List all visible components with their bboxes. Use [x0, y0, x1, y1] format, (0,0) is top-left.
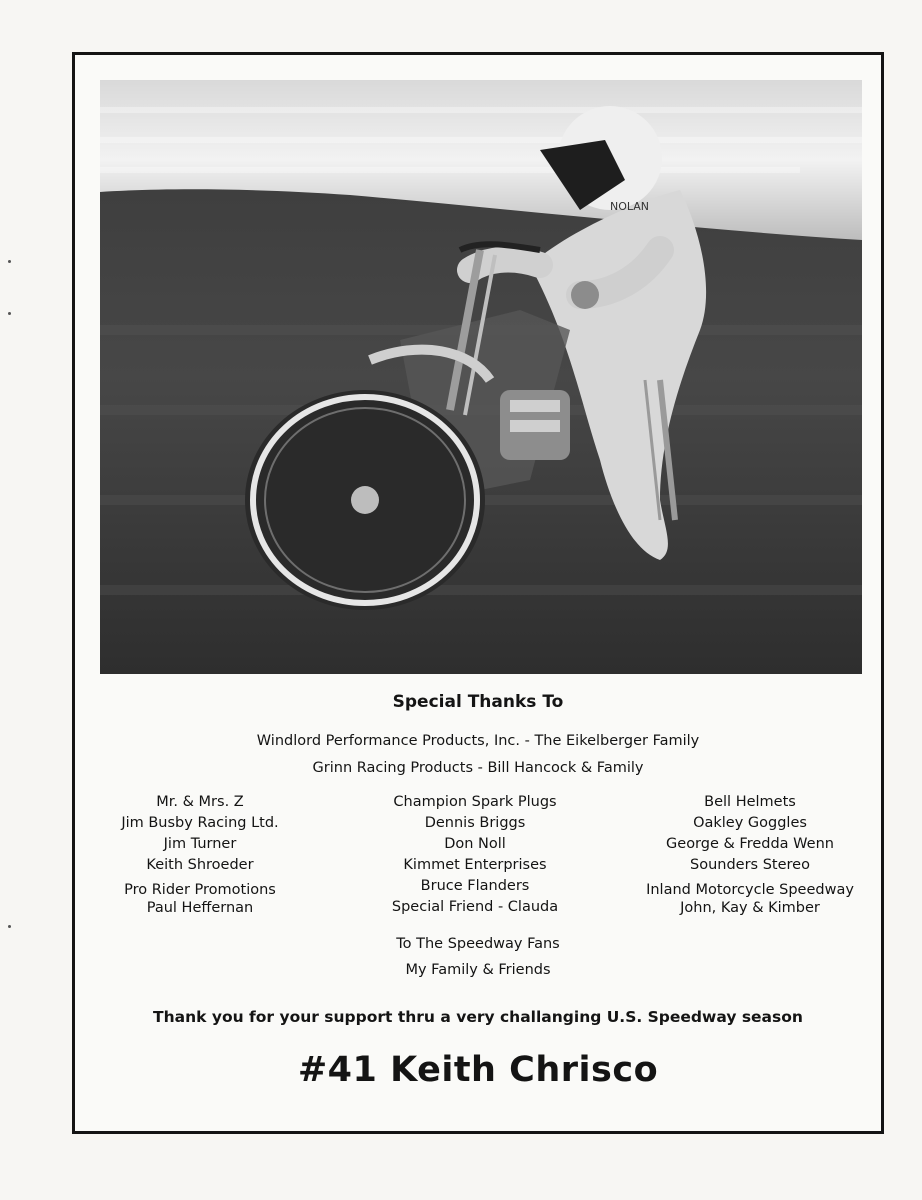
sponsor-name: Special Friend - Clauda: [391, 899, 559, 915]
helmet-brand-text: NOLAN: [610, 200, 650, 213]
featured-sponsor-line: Grinn Racing Products - Bill Hancock & Family: [312, 760, 644, 776]
sponsor-name: Pro Rider Promotions: [124, 882, 276, 898]
sponsor-name: Keith Shroeder: [146, 857, 254, 873]
sponsor-column-left: [70, 792, 330, 916]
sponsor-name: Kimmet Enterprises: [403, 857, 547, 873]
sponsor-name: Jim Turner: [163, 836, 237, 852]
sponsor-name: Don Noll: [444, 836, 506, 852]
sponsor-name: Bell Helmets: [704, 794, 796, 810]
rider-signature: #41 Keith Chrisco: [297, 1050, 659, 1090]
sponsor-name: John, Kay & Kimber: [680, 900, 820, 916]
featured-sponsor-line: Windlord Performance Products, Inc. - The Eikelberger Family: [256, 733, 700, 749]
sponsor-name: Paul Heffernan: [146, 900, 254, 916]
sponsor-column-center: [345, 792, 605, 918]
sponsor-column-right: [620, 792, 880, 916]
sponsor-name: Dennis Briggs: [424, 815, 526, 831]
sponsor-name: Jim Busby Racing Ltd.: [121, 815, 279, 831]
speedway-fans-line: To The Speedway Fans: [396, 936, 560, 952]
page-edge-mark: [8, 312, 11, 315]
page-edge-mark: [8, 260, 11, 263]
special-thanks-heading: Special Thanks To: [392, 692, 564, 712]
sponsor-name: Inland Motorcycle Speedway: [646, 882, 854, 898]
sponsor-name: George & Fredda Wenn: [666, 836, 834, 852]
sponsor-name: Bruce Flanders: [420, 878, 530, 894]
page-edge-mark: [8, 925, 11, 928]
sponsor-name: Sounders Stereo: [690, 857, 810, 873]
sponsor-name: Champion Spark Plugs: [393, 794, 557, 810]
family-friends-line: My Family & Friends: [405, 962, 551, 978]
speedway-rider-photo: [100, 80, 862, 674]
sponsor-name: Mr. & Mrs. Z: [156, 794, 244, 810]
support-message: Thank you for your support thru a very challanging U.S. Speedway season: [153, 1008, 803, 1026]
sponsor-name: Oakley Goggles: [693, 815, 807, 831]
